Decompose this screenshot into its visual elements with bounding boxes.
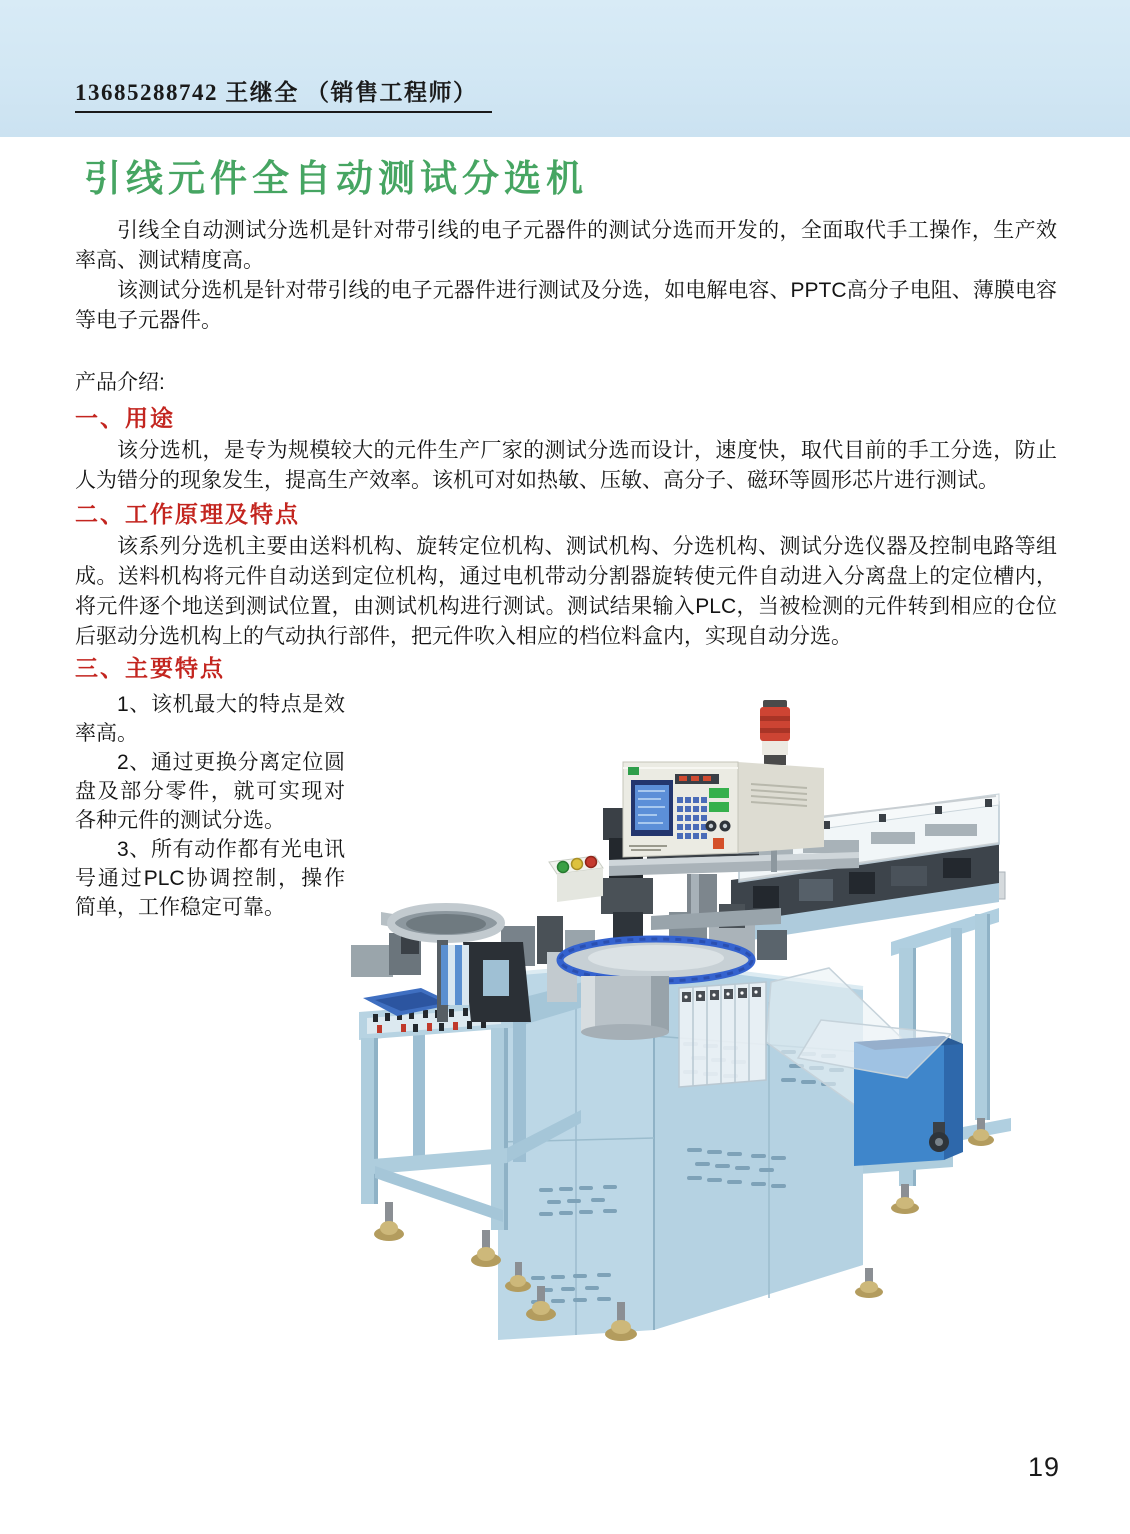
features-section	[75, 690, 1057, 1348]
feature-3: 3、所有动作都有光电讯号通过PLC协调控制，操作简单，工作稳定可靠。	[75, 838, 345, 919]
machine-photo	[351, 690, 1057, 1348]
page-title: 引线元件全自动测试分选机	[84, 158, 588, 199]
start-stop-buttons	[549, 856, 603, 902]
section-heading-features: 三、主要特点	[75, 656, 225, 681]
green-button	[558, 862, 569, 873]
control-panel	[623, 762, 824, 857]
red-button	[586, 857, 597, 868]
section-heading-usage: 一、用途	[75, 406, 175, 431]
machine-illustration	[351, 690, 1057, 1348]
red-alarm-lamp	[760, 707, 790, 741]
yellow-button	[572, 859, 583, 870]
intro-paragraph-2: 该测试分选机是针对带引线的电子元器件进行测试及分选，如电解电容、PPTC高分子电阻、薄膜电容等电子元器件。	[75, 279, 1057, 332]
channel-box	[679, 982, 766, 1087]
display-green-2	[709, 802, 729, 812]
feature-1: 1、该机最大的特点是效率高。	[75, 693, 345, 745]
brand-logo	[628, 767, 639, 775]
section-heading-principle: 二、工作原理及特点	[75, 502, 300, 527]
content-area	[75, 216, 1057, 1348]
header-band	[0, 0, 1130, 137]
contact-header: 13685288742 王继全 （销售工程师）	[75, 74, 492, 113]
page-number: 19	[1028, 1452, 1061, 1482]
product-intro-label: 产品介绍:	[75, 371, 165, 394]
display-green-1	[709, 788, 729, 798]
striped-plate	[441, 945, 469, 1005]
section-body-usage: 该分选机，是专为规模较大的元件生产厂家的测试分选而设计，速度快，取代目前的手工分选，防止人为错分的现象发生，提高生产效率。该机可对如热敏、压敏、高分子、磁环等圆形芯片进行测试。	[75, 439, 1057, 492]
section-body-principle: 该系列分选机主要由送料机构、旋转定位机构、测试机构、分选机构、测试分选仪器及控制电路等组成。送料机构将元件自动送到定位机构，通过电机带动分割器旋转使元件自动进入分离盘上的定位槽内，将元件逐个地送到测试位置，由测试机构进行测试。测试结果输入PLC，当被检测的元件转到相应的仓位后驱动分选机构上的气动执行部件，把元件吹入相应的档位料盒内，实现自动分选。	[75, 535, 1057, 648]
intro-paragraph-1: 引线全自动测试分选机是针对带引线的电子元器件的测试分选而开发的，全面取代手工操作，生产效率高、测试精度高。	[75, 219, 1057, 272]
feature-2: 2、通过更换分离定位圆盘及部分零件，就可实现对各种元件的测试分选。	[75, 751, 345, 832]
power-button	[713, 838, 724, 849]
